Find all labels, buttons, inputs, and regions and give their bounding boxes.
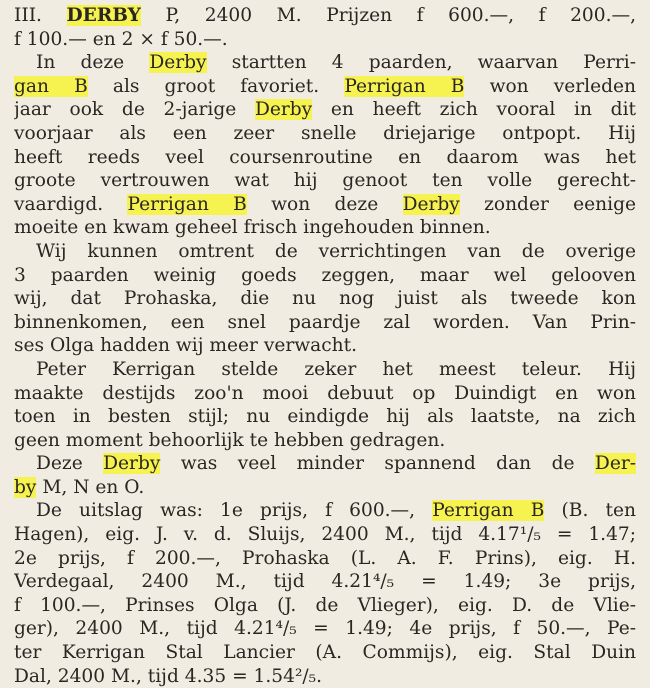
text-line [14, 334, 636, 358]
text-line [14, 665, 636, 688]
text-line [14, 405, 636, 429]
text-segment: De uitslag was: 1e prijs, f 600.—, [36, 500, 433, 522]
text-segment: geen moment behoorlijk te hebben gedragen. [14, 429, 446, 451]
text-segment: f 100.— en 2 × f 50.—. [14, 28, 228, 50]
text-segment: Peter Kerrigan stelde zeker het meest teleur. Hij [36, 358, 636, 380]
search-highlight: Perrigan B [344, 75, 465, 97]
search-highlight: Derby [103, 453, 161, 475]
text-segment: binnenkomen, een snel paardje zal worden. Van Prin- [14, 311, 636, 333]
search-highlight: by [14, 476, 37, 498]
text-line [14, 28, 636, 52]
text-segment: als groot favoriet. [87, 75, 345, 97]
text-line [14, 570, 636, 594]
text-segment: wij, dat Prohaska, die nu nog juist als tweede kon [14, 288, 636, 310]
search-highlight: DERBY [66, 5, 141, 26]
text-segment: toen in besten stijl; nu eindigde hij als laatste, na zich [14, 406, 636, 428]
text-line [14, 594, 636, 618]
text-line [14, 98, 636, 122]
text-segment: maakte destijds zoo'n mooi debuut op Duindigt en won [14, 382, 636, 404]
text-segment: ter Kerrigan Stal Lancier (A. Commijs), eig. Stal Duin [14, 642, 636, 664]
text-segment: zonder eenige [459, 193, 636, 215]
text-segment: f 100.—, Prinses Olga (J. de Vlieger), eig. D. de Vlie- [14, 594, 636, 616]
text-segment: en heeft zich vooral in dit [312, 99, 636, 121]
text-line [14, 51, 636, 75]
text-segment: ses Olga hadden wij meer verwacht. [14, 335, 357, 357]
text-segment: Wij kunnen omtrent de verrichtingen van de overige [36, 240, 636, 262]
text-line [14, 429, 636, 453]
text-segment: ger), 2400 M., tijd 4.21⁴/₅ = 1.49; 4e prijs, f 50.—, Pe- [14, 618, 636, 640]
text-line [14, 499, 636, 523]
text-segment: won deze [246, 193, 403, 215]
search-highlight: Der- [594, 453, 636, 475]
text-segment: 3 paarden weinig goeds zeggen, maar wel gelooven [14, 264, 636, 286]
search-highlight: Perrigan B [432, 500, 545, 522]
text-line [14, 75, 636, 99]
text-line [14, 641, 636, 665]
text-segment: heeft reeds veel coursenroutine en daarom was het [14, 146, 636, 168]
text-line [14, 216, 636, 240]
text-segment: vaardigd. [14, 193, 128, 215]
text-segment: jaar ook de 2-jarige [14, 99, 255, 121]
text-segment: 2e prijs, f 200.—, Prohaska (L. A. F. Prins), eig. H. [14, 547, 636, 569]
text-line [14, 169, 636, 193]
text-line [14, 617, 636, 641]
text-line [14, 547, 636, 571]
race-heading-line [14, 4, 636, 28]
text-segment: Dal, 2400 M., tijd 4.35 = 1.54²/₅. [14, 665, 323, 687]
text-line [14, 382, 636, 406]
text-segment: (B. ten [544, 500, 636, 522]
text-line [14, 240, 636, 264]
search-highlight: gan B [14, 75, 88, 97]
text-segment: Deze [36, 453, 104, 475]
text-segment: startten 4 paarden, waarvan Perri- [206, 52, 636, 74]
text-segment: moeite en kwam geheel frisch ingehouden binnen. [14, 217, 491, 239]
search-highlight: Derby [402, 193, 460, 215]
text-line [14, 311, 636, 335]
text-segment: Hagen), eig. J. v. d. Sluijs, 2400 M., tijd 4.17¹/₅ = 1.47; [14, 524, 636, 546]
text-line [14, 452, 636, 476]
text-line [14, 287, 636, 311]
text-segment: won verleden [464, 75, 636, 97]
text-segment: P, 2400 M. Prijzen f 600.—, f 200.—, [140, 5, 636, 26]
text-segment: was veel minder spannend dan de [160, 453, 595, 475]
text-line [14, 523, 636, 547]
text-segment: voorjaar als een zeer snelle driejarige ontpopt. Hij [14, 122, 636, 144]
text-line [14, 193, 636, 217]
text-line [14, 476, 636, 500]
search-highlight: Derby [149, 52, 207, 74]
text-line [14, 264, 636, 288]
text-segment: III. [14, 5, 67, 26]
text-segment: In deze [36, 52, 150, 74]
search-highlight: Perrigan B [127, 193, 247, 215]
text-line [14, 122, 636, 146]
text-line [14, 358, 636, 382]
text-segment: M, N en O. [36, 476, 145, 498]
text-line [14, 146, 636, 170]
search-highlight: Derby [254, 99, 313, 121]
text-segment: groote vertrouwen wat hij genoot ten volle gerecht- [14, 170, 636, 192]
text-segment: Verdegaal, 2400 M., tijd 4.21⁴/₅ = 1.49; 3e prijs, [14, 571, 636, 593]
